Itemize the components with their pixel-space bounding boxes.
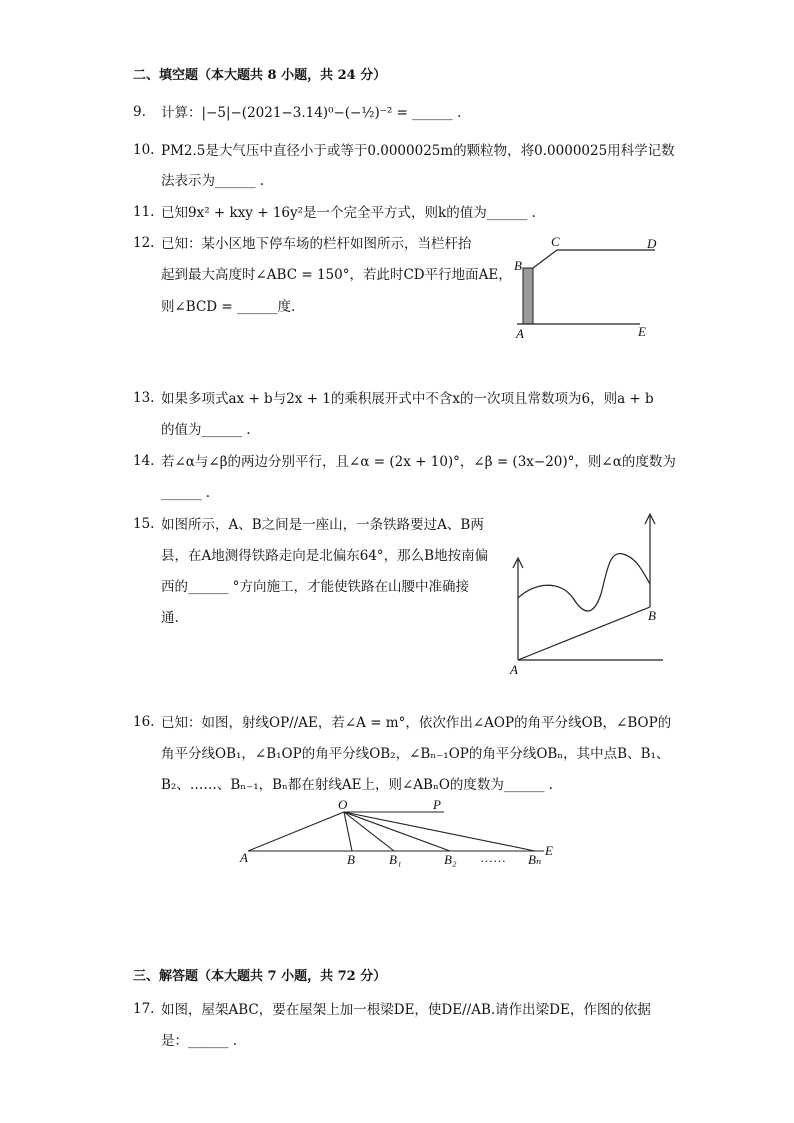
question-12-line-1: 已知：某小区地下停车场的栏杆如图所示，当栏杆抬	[161, 236, 472, 252]
label-B: B	[648, 608, 656, 623]
label-B: B	[347, 852, 355, 867]
question-10-line-2: 法表示为______ .	[161, 173, 265, 189]
label-A: A	[240, 850, 248, 865]
figure-q12-parking-barrier	[505, 232, 665, 344]
question-12-line-3: 则∠BCD = ______度.	[161, 299, 296, 315]
question-10-line-1: PM2.5是大气压中直径小于或等于0.0000025m的颗粒物，将0.0000025用科学记数	[161, 143, 675, 159]
label-B1: B₁	[389, 852, 402, 867]
segment-BC	[533, 250, 557, 268]
question-number-15: 15.	[133, 516, 155, 532]
label-A: A	[510, 662, 518, 677]
label-B: B	[514, 258, 522, 273]
barrier-post	[523, 268, 533, 324]
label-B2: B₂	[444, 852, 457, 867]
question-11-text: 已知9x² + kxy + 16y²是一个完全平方式，则k的值为______ .	[161, 205, 536, 221]
section-heading-solutions: 三、解答题（本大题共 7 小题，共 72 分）	[133, 969, 387, 984]
segment-OB2	[344, 812, 450, 851]
segment-OA	[248, 812, 344, 851]
figure-q15-railway-mountain	[505, 510, 665, 678]
question-number-10: 10.	[133, 142, 155, 158]
railway-line-AB	[518, 607, 650, 660]
question-number-16: 16.	[133, 714, 155, 730]
label-D: D	[647, 236, 657, 251]
question-16-line-1: 已知：如图，射线OP//AE，若∠A = m°，依次作出∠AOP的角平分线OB，∠BOP的	[161, 715, 672, 731]
question-number-12: 12.	[133, 235, 155, 251]
figure-q16-angle-bisectors	[232, 798, 562, 870]
question-16-line-2: 角平分线OB₁，∠B₁OP的角平分线OB₂，∠Bₙ₋₁OP的角平分线OBₙ，其中点B、B₁、	[161, 746, 670, 762]
question-number-11: 11.	[133, 204, 155, 220]
mountain-outline	[518, 554, 650, 611]
question-number-9: 9.	[133, 104, 146, 120]
question-number-14: 14.	[133, 453, 155, 469]
question-9-text: 计算：|−5|−(2021−3.14)⁰−(−½)⁻² = ______ .	[161, 105, 462, 121]
question-16-line-3: B₂、……、Bₙ₋₁，Bₙ都在射线AE上，则∠ABₙO的度数为______ .	[161, 777, 553, 793]
question-14-line-1: 若∠α与∠β的两边分别平行，且∠α = (2x + 10)°，∠β = (3x−20)°，则∠α的度数为	[161, 454, 676, 470]
question-15-line-4: 通.	[161, 610, 179, 626]
section-heading-fill-blank: 二、填空题（本大题共 8 小题，共 24 分）	[133, 68, 387, 83]
segment-OBn	[344, 812, 535, 851]
question-13-line-1: 如果多项式ax + b与2x + 1的乘积展开式中不含x的一次项且常数项为6，则a + b	[161, 391, 654, 407]
segment-OB1	[344, 812, 394, 851]
label-Bn: Bₙ	[528, 852, 542, 867]
question-15-line-3: 西的______ °方向施工，才能使铁路在山腰中准确接	[161, 579, 470, 595]
question-number-17: 17.	[133, 1001, 155, 1017]
label-P: P	[433, 798, 441, 812]
question-17-line-1: 如图，屋架ABC，要在屋架上加一根梁DE，使DE//AB.请作出梁DE，作图的依据	[161, 1002, 651, 1018]
question-15-line-2: 县，在A地测得铁路走向是北偏东64°，那么B地按南偏	[161, 548, 489, 564]
question-12-line-2: 起到最大高度时∠ABC = 150°，若此时CD平行地面AE，	[161, 267, 512, 283]
label-O: O	[338, 798, 348, 812]
question-number-13: 13.	[133, 390, 155, 406]
question-15-line-1: 如图所示，A、B之间是一座山，一条铁路要过A、B两	[161, 517, 484, 533]
label-E: E	[638, 324, 646, 339]
question-13-line-2: 的值为______ .	[161, 422, 251, 438]
label-dots: ……	[480, 850, 506, 865]
label-E: E	[545, 843, 553, 858]
question-14-line-2: ______ .	[161, 485, 211, 501]
label-A: A	[516, 326, 524, 341]
label-C: C	[551, 234, 560, 249]
question-17-line-2: 是：______ .	[161, 1033, 238, 1049]
